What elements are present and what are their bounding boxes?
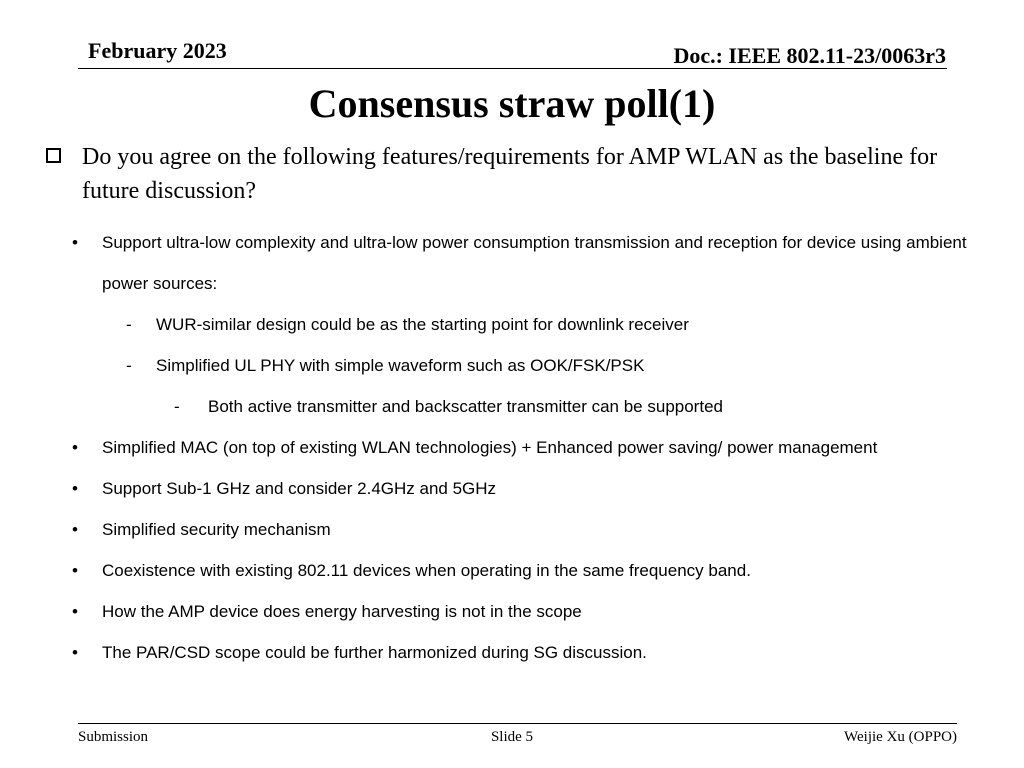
dash-marker: - <box>126 356 132 375</box>
list-item <box>72 550 972 591</box>
header-doc-id: Doc.: IEEE 802.11-23/0063r3 <box>673 43 946 68</box>
bullet-dot-icon: • <box>72 520 78 539</box>
list-item <box>72 304 972 345</box>
bullet-dot-icon: • <box>72 479 78 498</box>
list-item-text: Both active transmitter and backscatter transmitter can be supported <box>208 397 723 416</box>
header-divider <box>78 68 947 69</box>
list-item <box>72 468 972 509</box>
bullet-dot-icon: • <box>72 561 78 580</box>
footer-divider <box>78 723 957 724</box>
bullet-dot-icon: • <box>72 233 78 252</box>
footer-author: Weijie Xu (OPPO) <box>844 729 957 745</box>
list-item-text: Support ultra-low complexity and ultra-low power consumption transmission and reception for device using ambient power sources: <box>102 233 967 293</box>
list-item-text: The PAR/CSD scope could be further harmonized during SG discussion. <box>102 643 647 662</box>
list-item <box>72 509 972 550</box>
bullet-dot-icon: • <box>72 438 78 457</box>
checkbox-bullet-icon <box>46 148 61 163</box>
requirements-list <box>72 222 972 673</box>
dash-marker: - <box>126 315 132 334</box>
list-item-text: Simplified MAC (on top of existing WLAN technologies) + Enhanced power saving/ power management <box>102 438 878 457</box>
list-item-text: WUR-similar design could be as the starting point for downlink receiver <box>156 315 689 334</box>
list-item <box>72 386 972 427</box>
dash-marker: - <box>174 397 180 416</box>
list-item <box>72 632 972 673</box>
list-item-text: Simplified UL PHY with simple waveform such as OOK/FSK/PSK <box>156 356 645 375</box>
list-item <box>72 345 972 386</box>
question-text: Do you agree on the following features/requirements for AMP WLAN as the baseline for future discussion? <box>82 144 938 204</box>
footer-slide-number: Slide 5 <box>490 729 534 745</box>
bullet-dot-icon: • <box>72 643 78 662</box>
list-item-text: Support Sub-1 GHz and consider 2.4GHz and 5GHz <box>102 479 497 498</box>
list-item <box>72 427 972 468</box>
list-item <box>72 222 972 304</box>
list-item-text: How the AMP device does energy harvesting is not in the scope <box>102 602 582 621</box>
slide-title: Consensus straw poll(1) <box>308 81 716 126</box>
footer-submission: Submission <box>78 729 149 745</box>
list-item <box>72 591 972 632</box>
header-date: February 2023 <box>88 38 227 63</box>
list-item-text: Simplified security mechanism <box>102 520 331 539</box>
list-item-text: Coexistence with existing 802.11 devices when operating in the same frequency band. <box>102 561 751 580</box>
question-block <box>46 140 946 208</box>
bullet-dot-icon: • <box>72 602 78 621</box>
